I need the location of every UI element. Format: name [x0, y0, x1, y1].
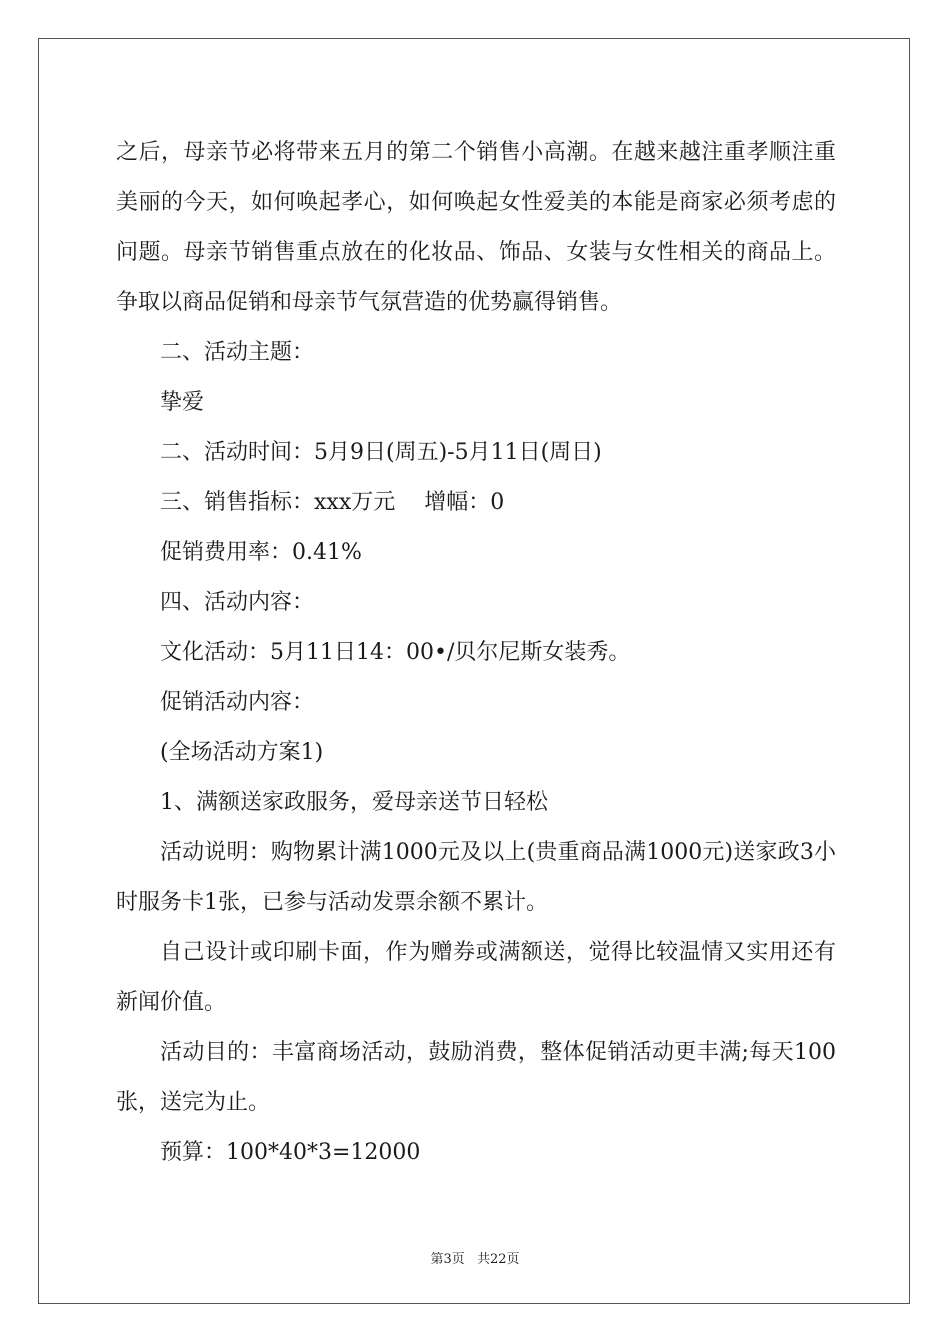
promo-content-heading: 促销活动内容：: [160, 690, 315, 715]
culture-activity: 文化活动：5月11日14：00•/贝尔尼斯女装秀。: [160, 640, 631, 665]
document-body: [116, 128, 836, 1178]
page-number: 第3页: [430, 1252, 465, 1267]
budget: 预算：100*40*3=12000: [160, 1140, 421, 1165]
sales-target: 三、销售指标：xxx万元 增幅：0: [160, 490, 505, 515]
card-design-note: 自己设计或印刷卡面，作为赠券或满额送，觉得比较温情又实用还有新闻价值。: [116, 940, 836, 1015]
page-total: 共22页: [476, 1252, 520, 1267]
activity-time: 二、活动时间：5月9日(周五)-5月11日(周日): [160, 440, 602, 465]
page-footer: [0, 1248, 950, 1267]
theme-value: 挚爱: [160, 390, 205, 415]
plan-label: (全场活动方案1): [160, 740, 324, 765]
paragraph-intro: 之后，母亲节必将带来五月的第二个销售小高潮。在越来越注重孝顺注重美丽的今天，如何唤起孝心，如何唤起女性爱美的本能是商家必须考虑的问题。母亲节销售重点放在的化妆品、饰品、女装与女性相关的商品上。争取以商品促销和母亲节气氛营造的优势赢得销售。: [116, 140, 836, 315]
promo-cost-rate: 促销费用率：0.41%: [160, 540, 362, 565]
activity-description: 活动说明：购物累计满1000元及以上(贵重商品满1000元)送家政3小时服务卡1张，已参与活动发票余额不累计。: [116, 840, 836, 915]
heading-theme: 二、活动主题：: [160, 340, 315, 365]
item-1-title: 1、满额送家政服务，爱母亲送节日轻松: [160, 790, 548, 815]
heading-content: 四、活动内容：: [160, 590, 315, 615]
activity-purpose: 活动目的：丰富商场活动，鼓励消费，整体促销活动更丰满;每天100张，送完为止。: [116, 1040, 836, 1115]
